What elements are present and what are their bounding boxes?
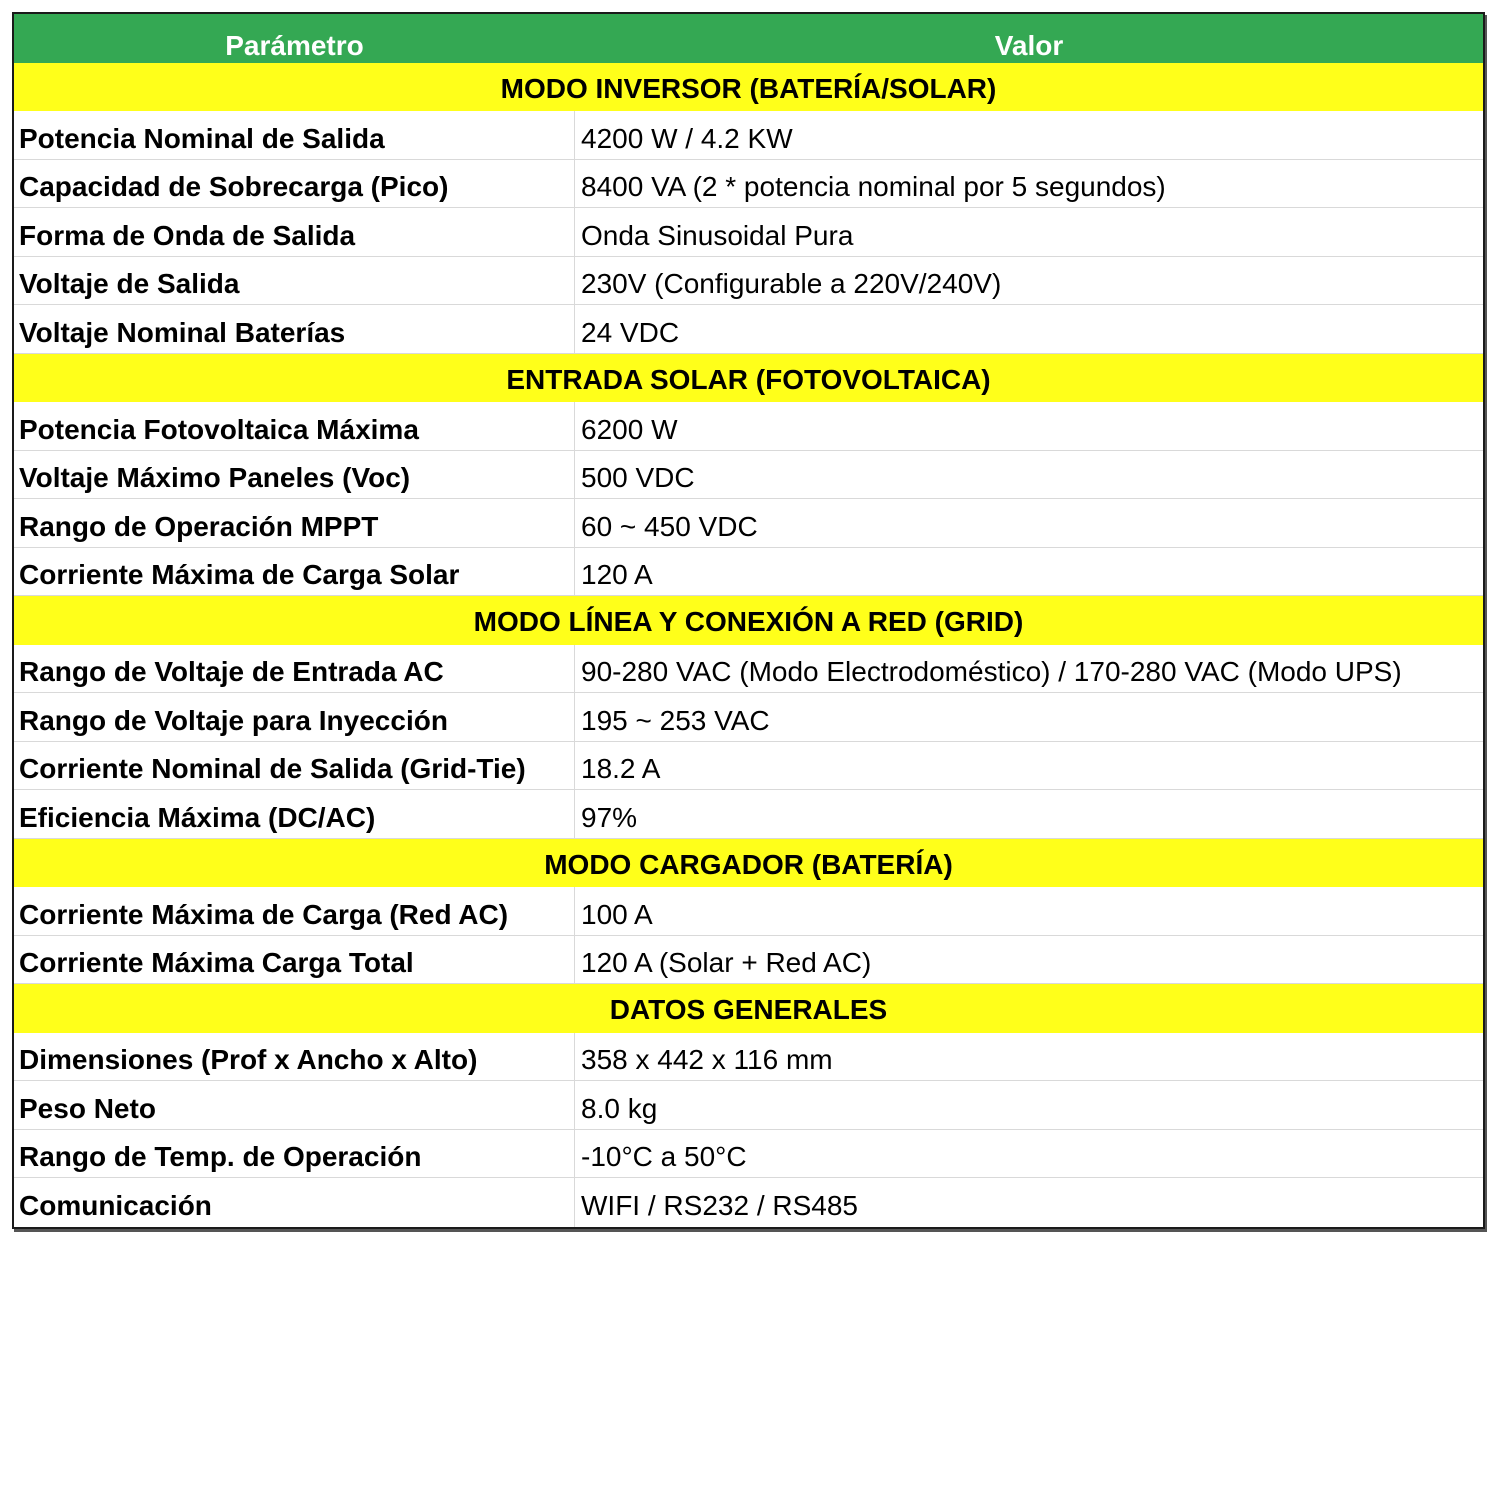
param-cell: Corriente Máxima de Carga (Red AC): [14, 887, 575, 935]
table-row: [14, 160, 1483, 209]
value-cell: 230V (Configurable a 220V/240V): [581, 268, 1002, 300]
param-cell: Rango de Operación MPPT: [14, 499, 575, 547]
param-cell: Rango de Temp. de Operación: [14, 1130, 575, 1178]
param-cell: Eficiencia Máxima (DC/AC): [14, 790, 575, 838]
table-row: [14, 887, 1483, 936]
param-column-header: Parámetro: [225, 30, 364, 62]
table-row: [14, 402, 1483, 451]
section-header: MODO CARGADOR (BATERÍA): [14, 839, 1483, 888]
table-row: [14, 1130, 1483, 1179]
param-cell: Voltaje de Salida: [14, 257, 575, 305]
param-cell: Capacidad de Sobrecarga (Pico): [14, 160, 575, 208]
table-row: [14, 208, 1483, 257]
param-cell: Voltaje Máximo Paneles (Voc): [14, 451, 575, 499]
value-cell: 60 ~ 450 VDC: [581, 510, 758, 542]
value-cell: 6200 W: [581, 413, 678, 445]
param-cell: Potencia Nominal de Salida: [14, 111, 575, 159]
value-cell: 18.2 A: [581, 753, 661, 785]
value-cell: 195 ~ 253 VAC: [581, 704, 770, 736]
section-header: ENTRADA SOLAR (FOTOVOLTAICA): [14, 354, 1483, 403]
param-cell: Voltaje Nominal Baterías: [14, 305, 575, 353]
value-cell: 90-280 VAC (Modo Electrodoméstico) / 170-280 VAC (Modo UPS): [581, 656, 1402, 688]
param-cell: Corriente Máxima de Carga Solar: [14, 548, 575, 596]
table-row: [14, 790, 1483, 839]
value-cell: 120 A: [581, 559, 653, 591]
table-row: [14, 1033, 1483, 1082]
section-header: MODO LÍNEA Y CONEXIÓN A RED (GRID): [14, 596, 1483, 645]
value-cell: 4200 W / 4.2 KW: [581, 122, 793, 154]
param-cell: Forma de Onda de Salida: [14, 208, 575, 256]
value-column-header: Valor: [994, 30, 1064, 62]
table-row: [14, 499, 1483, 548]
table-row: [14, 742, 1483, 791]
value-cell: -10°C a 50°C: [581, 1141, 747, 1173]
value-cell: 100 A: [581, 898, 653, 930]
table-row: [14, 1081, 1483, 1130]
value-cell: Onda Sinusoidal Pura: [581, 219, 854, 251]
value-cell: 120 A (Solar + Red AC): [581, 947, 872, 979]
section-header: MODO INVERSOR (BATERÍA/SOLAR): [14, 63, 1483, 112]
table-row: [14, 451, 1483, 500]
param-cell: Dimensiones (Prof x Ancho x Alto): [14, 1033, 575, 1081]
param-cell: Corriente Nominal de Salida (Grid-Tie): [14, 742, 575, 790]
table-row: [14, 548, 1483, 597]
value-cell: 97%: [581, 801, 638, 833]
value-cell: 24 VDC: [581, 316, 680, 348]
spec-table: [12, 12, 1485, 1229]
table-row: [14, 1178, 1483, 1227]
section-header: DATOS GENERALES: [14, 984, 1483, 1033]
param-cell: Peso Neto: [14, 1081, 575, 1129]
param-cell: Corriente Máxima Carga Total: [14, 936, 575, 984]
param-cell: Rango de Voltaje de Entrada AC: [14, 645, 575, 693]
table-row: [14, 645, 1483, 694]
table-body: [14, 63, 1483, 1227]
param-cell: Potencia Fotovoltaica Máxima: [14, 402, 575, 450]
table-row: [14, 257, 1483, 306]
param-cell: Comunicación: [14, 1178, 575, 1227]
table-row: [14, 111, 1483, 160]
value-cell: 500 VDC: [581, 462, 695, 494]
value-cell: 8400 VA (2 * potencia nominal por 5 segundos): [581, 171, 1166, 203]
value-cell: 8.0 kg: [581, 1092, 658, 1124]
param-cell: Rango de Voltaje para Inyección: [14, 693, 575, 741]
value-cell: 358 x 442 x 116 mm: [581, 1044, 833, 1076]
table-row: [14, 693, 1483, 742]
table-row: [14, 936, 1483, 985]
value-cell: WIFI / RS232 / RS485: [581, 1190, 858, 1222]
table-row: [14, 305, 1483, 354]
table-header-row: [14, 14, 1483, 63]
